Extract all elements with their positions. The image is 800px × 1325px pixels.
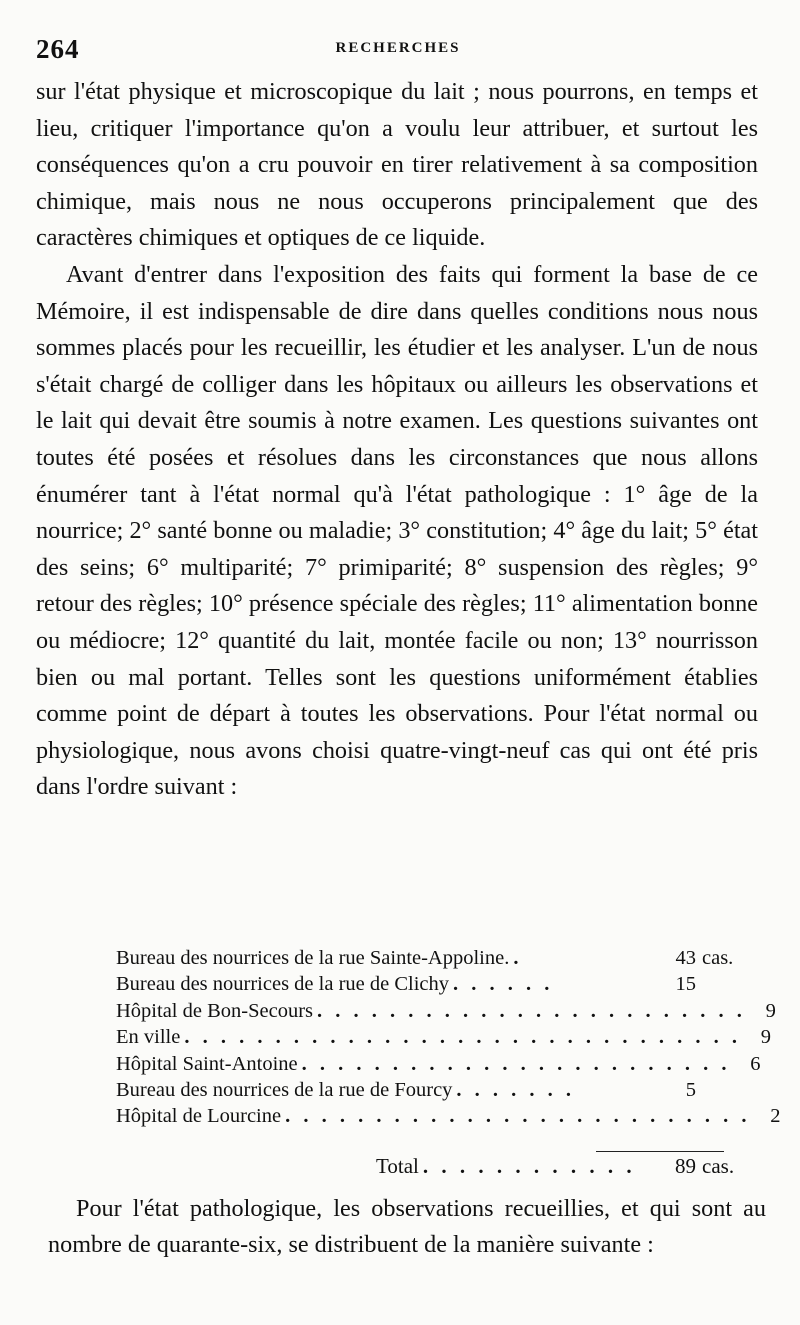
total-value: 89 [675,1154,696,1178]
running-head: RECHERCHES [335,40,461,56]
cases-table [116,945,781,1130]
row-value: 6 [750,1052,761,1075]
paragraph-conditions: Avant d'entrer dans l'exposition des faits qui forment la base de ce Mémoire, il est indispensable de dire dans quelles conditions nous nous sommes placés pour les recueillir, les étudier et les analyser. L'un de nous s'était chargé de colliger dans les hôpitaux ou ailleurs les observations et le lait qui devait être soumis à notre examen. Les questions suivantes ont toutes été posées et résolues dans les circonstances que nous allons énumérer tant à l'état normal qu'à l'état pathologique : 1° âge de la nourrice; 2° santé bonne ou maladie; 3° constitution; 4° âge du lait; 5° état des seins; 6° multiparité; 7° primiparité; 8° suspension des règles; 9° retour des règles; 10° présence spéciale des règles; 11° alimentation bonne ou médiocre; 12° quantité du lait, montée facile ou non; 13° nourrisson bien ou mal portant. Telles sont les questions uniformément établies comme point de départ à toutes les observations. Pour l'état normal ou physiologique, nous avons choisi quatre-vingt-neuf cas qui ont été pris dans l'ordre suivant : [36,260,758,801]
row-value: 15 [675,973,696,996]
row-value: 9 [760,1026,771,1049]
row-value: 2 [770,1105,781,1128]
row-unit: cas. [702,947,734,969]
row-value: 5 [685,1079,696,1102]
page-header [36,34,760,70]
body-text [36,74,758,806]
dot-leader: . . . . . . . . . . . . . . . . . . . . . . . . [301,1052,731,1075]
row-label: Hôpital de Lourcine [116,1105,282,1128]
dot-leader: . [513,947,523,969]
table-row [116,945,746,971]
table-row [116,1103,781,1129]
total-unit: cas. [702,1154,735,1178]
closing-text [48,1191,766,1263]
row-value: 43 [675,947,696,969]
row-label: Hôpital de Bon-Secours [116,999,313,1022]
table-row [116,1024,771,1050]
dot-leader: . . . . . . . . . . . . [422,1154,636,1178]
table-row [116,971,746,997]
dot-leader: . . . . . . . . . . . . . . . . . . . . . . . . . . . . . . . [184,1026,741,1049]
page-number: 264 [36,34,80,64]
paragraph-pathological: Pour l'état pathologique, les observations recueillies, et qui sont au nombre de quarante-six, se distribuent de la manière suivante : [48,1195,766,1258]
row-value: 9 [765,999,776,1022]
row-label: Hôpital Saint-Antoine [116,1052,298,1075]
row-label: Bureau des nourrices de la rue de Fourcy [116,1079,453,1102]
total-row [376,1153,746,1179]
table-row [116,1051,761,1077]
dot-leader: . . . . . . . [456,1079,576,1102]
row-label: Bureau des nourrices de la rue de Clichy [116,973,450,996]
table-row [116,998,776,1024]
total-rule [596,1151,724,1152]
total-label: Total [376,1154,419,1178]
dot-leader: . . . . . . . . . . . . . . . . . . . . . . . . . . [285,1105,751,1128]
table-row [116,1077,746,1103]
dot-leader: . . . . . . . . . . . . . . . . . . . . . . . . [317,999,746,1022]
row-label: Bureau des nourrices de la rue Sainte-Appoline. [116,947,510,969]
row-label: En ville [116,1026,181,1049]
paragraph-continuation: sur l'état physique et microscopique du lait ; nous pourrons, en temps et lieu, critiquer l'importance qu'on a voulu leur attribuer, et surtout les conséquences qu'on a cru pouvoir en tirer relativement à sa composition chimique, mais nous ne nous occuperons principalement que des caractères chimiques et optiques de ce liquide. [36,78,758,252]
dot-leader: . . . . . . [453,973,554,996]
